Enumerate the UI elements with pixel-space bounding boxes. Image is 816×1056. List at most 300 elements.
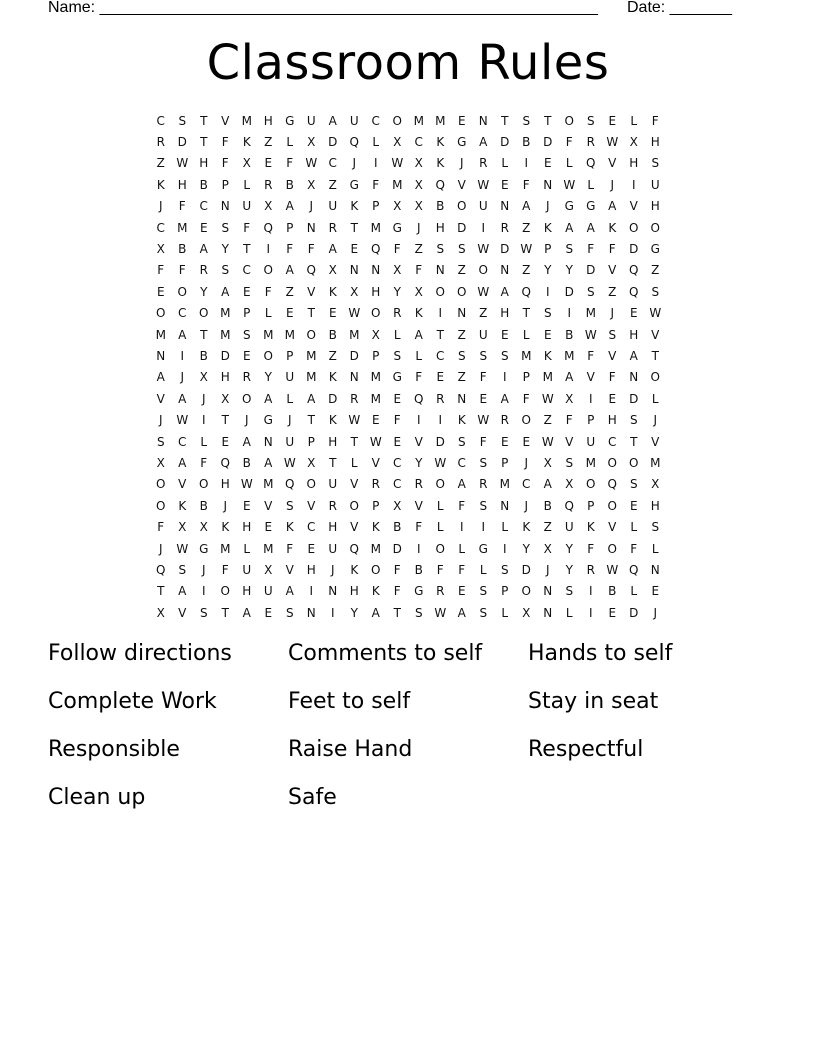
grid-letter: H xyxy=(629,156,639,171)
grid-letter: D xyxy=(500,135,510,150)
grid-letter: X xyxy=(307,177,316,192)
grid-letter: W xyxy=(477,177,490,192)
grid-letter: O xyxy=(650,220,660,235)
grid-letter: O xyxy=(349,498,359,513)
grid-letter: V xyxy=(651,434,660,449)
grid-letter: H xyxy=(371,284,381,299)
grid-letter: X xyxy=(522,605,531,620)
grid-letter: H xyxy=(328,434,338,449)
grid-letter: F xyxy=(479,370,487,385)
grid-letter: S xyxy=(651,284,660,299)
grid-letter: E xyxy=(608,391,617,406)
grid-letter: R xyxy=(436,584,445,599)
grid-letter: A xyxy=(307,391,316,406)
grid-letter: Z xyxy=(522,263,531,278)
grid-letter: O xyxy=(607,455,617,470)
grid-letter: S xyxy=(479,605,488,620)
grid-letter: U xyxy=(285,370,295,385)
grid-letter: T xyxy=(501,113,509,128)
grid-letter: E xyxy=(457,113,466,128)
grid-letter: S xyxy=(565,455,574,470)
grid-letter: O xyxy=(586,477,596,492)
grid-letter: W xyxy=(391,156,404,171)
grid-letter: L xyxy=(243,177,251,192)
grid-letter: Y xyxy=(350,605,358,620)
grid-letter: P xyxy=(286,220,294,235)
grid-letter: M xyxy=(585,455,596,470)
grid-letter: E xyxy=(242,348,251,363)
grid-letter: E xyxy=(629,498,638,513)
grid-letter: X xyxy=(156,605,165,620)
grid-letter: E xyxy=(371,413,380,428)
grid-letter: M xyxy=(177,220,188,235)
grid-row xyxy=(150,452,666,473)
grid-letter: O xyxy=(371,306,381,321)
grid-letter: F xyxy=(608,370,616,385)
grid-letter: B xyxy=(328,327,337,342)
grid-letter: X xyxy=(350,284,359,299)
grid-letter: S xyxy=(629,413,638,428)
grid-letter: S xyxy=(178,562,187,577)
grid-letter: Z xyxy=(328,177,337,192)
grid-letter: A xyxy=(629,348,638,363)
grid-letter: N xyxy=(650,562,660,577)
grid-row xyxy=(150,367,666,388)
grid-letter: M xyxy=(370,370,381,385)
grid-letter: A xyxy=(221,284,230,299)
grid-letter: J xyxy=(287,413,292,428)
grid-letter: F xyxy=(264,284,272,299)
grid-letter: E xyxy=(500,327,509,342)
grid-letter: I xyxy=(416,541,421,556)
grid-letter: H xyxy=(629,327,639,342)
grid-letter: L xyxy=(415,348,423,363)
grid-letter: V xyxy=(264,498,273,513)
grid-letter: W xyxy=(348,413,361,428)
grid-letter: E xyxy=(651,584,660,599)
grid-letter: P xyxy=(587,498,595,513)
grid-letter: K xyxy=(242,135,251,150)
grid-letter: O xyxy=(199,306,209,321)
grid-letter: G xyxy=(392,370,402,385)
grid-letter: D xyxy=(177,135,187,150)
grid-letter: R xyxy=(350,391,359,406)
grid-letter: Z xyxy=(457,370,466,385)
grid-letter: Z xyxy=(328,348,337,363)
grid-letter: N xyxy=(306,605,316,620)
grid-letter: O xyxy=(156,477,166,492)
grid-letter: Q xyxy=(629,284,639,299)
grid-letter: L xyxy=(372,135,380,150)
grid-letter: D xyxy=(328,135,338,150)
grid-letter: V xyxy=(156,391,165,406)
word-list-item: Respectful xyxy=(528,737,644,762)
grid-letter: N xyxy=(349,370,359,385)
grid-letter: I xyxy=(459,520,464,535)
word-list-item: Raise Hand xyxy=(288,737,413,762)
grid-letter: C xyxy=(328,156,337,171)
grid-letter: Z xyxy=(522,220,531,235)
grid-letter: X xyxy=(565,477,574,492)
grid-letter: R xyxy=(479,156,488,171)
grid-letter: U xyxy=(328,477,338,492)
grid-letter: Z xyxy=(543,520,552,535)
grid-letter: O xyxy=(478,263,488,278)
grid-letter: D xyxy=(392,541,402,556)
grid-letter: N xyxy=(543,177,553,192)
word-list-item: Stay in seat xyxy=(528,689,659,714)
grid-letter: L xyxy=(501,520,509,535)
grid-letter: W xyxy=(305,156,318,171)
grid-letter: W xyxy=(434,455,447,470)
grid-letter: U xyxy=(306,113,316,128)
grid-letter: M xyxy=(435,113,446,128)
grid-letter: F xyxy=(587,348,595,363)
grid-letter: P xyxy=(307,434,315,449)
grid-letter: F xyxy=(522,391,530,406)
grid-letter: H xyxy=(500,306,510,321)
grid-letter: J xyxy=(610,177,615,192)
grid-letter: I xyxy=(567,306,572,321)
grid-letter: V xyxy=(371,455,380,470)
grid-letter: J xyxy=(416,220,421,235)
grid-letter: B xyxy=(178,242,187,257)
grid-letter: T xyxy=(200,113,208,128)
grid-letter: H xyxy=(263,113,273,128)
grid-letter: L xyxy=(630,584,638,599)
grid-letter: S xyxy=(285,498,294,513)
grid-letter: E xyxy=(264,520,273,535)
grid-letter: A xyxy=(178,584,187,599)
grid-letter: X xyxy=(543,455,552,470)
grid-letter: W xyxy=(176,156,189,171)
grid-letter: I xyxy=(416,413,421,428)
grid-letter: J xyxy=(223,498,228,513)
grid-letter: W xyxy=(434,605,447,620)
grid-letter: D xyxy=(543,135,553,150)
grid-letter: A xyxy=(457,605,466,620)
grid-letter: E xyxy=(264,156,273,171)
grid-letter: J xyxy=(524,498,529,513)
grid-letter: F xyxy=(587,541,595,556)
grid-letter: X xyxy=(221,391,230,406)
grid-letter: B xyxy=(393,520,402,535)
grid-letter: T xyxy=(200,327,208,342)
grid-letter: L xyxy=(350,455,358,470)
grid-letter: A xyxy=(371,605,380,620)
grid-letter: N xyxy=(500,498,510,513)
grid-letter: O xyxy=(521,413,531,428)
grid-letter: T xyxy=(243,242,251,257)
grid-letter: F xyxy=(479,434,487,449)
grid-letter: H xyxy=(650,199,660,214)
grid-letter: S xyxy=(221,220,230,235)
grid-row xyxy=(150,581,666,602)
grid-letter: T xyxy=(221,605,229,620)
grid-letter: Q xyxy=(521,284,531,299)
grid-letter: K xyxy=(328,370,337,385)
grid-letter: A xyxy=(500,284,509,299)
grid-letter: K xyxy=(436,156,445,171)
grid-letter: N xyxy=(543,605,553,620)
grid-letter: K xyxy=(350,199,359,214)
grid-letter: F xyxy=(393,584,401,599)
grid-letter: K xyxy=(371,520,380,535)
grid-letter: Q xyxy=(156,562,166,577)
grid-letter: A xyxy=(479,135,488,150)
grid-letter: X xyxy=(199,520,208,535)
grid-letter: D xyxy=(500,242,510,257)
grid-letter: R xyxy=(264,177,273,192)
grid-letter: I xyxy=(201,584,206,599)
grid-letter: S xyxy=(608,327,617,342)
grid-letter: U xyxy=(564,520,574,535)
grid-letter: R xyxy=(199,263,208,278)
grid-letter: E xyxy=(221,434,230,449)
grid-letter: U xyxy=(328,541,338,556)
grid-letter: W xyxy=(606,562,619,577)
grid-letter: B xyxy=(285,177,294,192)
grid-letter: Z xyxy=(156,156,165,171)
grid-letter: O xyxy=(457,284,467,299)
grid-letter: S xyxy=(586,113,595,128)
grid-letter: U xyxy=(650,177,660,192)
grid-letter: R xyxy=(328,498,337,513)
grid-letter: D xyxy=(328,391,338,406)
grid-letter: K xyxy=(285,520,294,535)
grid-row xyxy=(150,110,666,131)
grid-letter: M xyxy=(521,348,532,363)
grid-letter: S xyxy=(242,327,251,342)
grid-letter: S xyxy=(565,584,574,599)
grid-letter: S xyxy=(479,455,488,470)
grid-letter: Z xyxy=(479,306,488,321)
grid-letter: I xyxy=(524,156,529,171)
grid-letter: A xyxy=(156,370,165,385)
grid-letter: F xyxy=(651,113,659,128)
grid-letter: I xyxy=(481,220,486,235)
grid-letter: D xyxy=(457,220,467,235)
grid-letter: Z xyxy=(608,284,617,299)
grid-letter: F xyxy=(221,562,229,577)
grid-letter: G xyxy=(650,242,660,257)
grid-letter: F xyxy=(286,242,294,257)
grid-letter: I xyxy=(588,391,593,406)
grid-row xyxy=(150,196,666,217)
grid-letter: S xyxy=(457,242,466,257)
grid-letter: T xyxy=(522,306,530,321)
grid-letter: O xyxy=(435,477,445,492)
grid-letter: Y xyxy=(393,284,401,299)
grid-letter: I xyxy=(201,413,206,428)
grid-letter: U xyxy=(478,327,488,342)
grid-letter: E xyxy=(543,156,552,171)
grid-letter: Q xyxy=(371,242,381,257)
grid-letter: I xyxy=(545,284,550,299)
word-list-item: Responsible xyxy=(48,737,180,762)
grid-letter: V xyxy=(414,498,423,513)
grid-letter: K xyxy=(328,284,337,299)
grid-letter: F xyxy=(565,413,573,428)
grid-letter: Y xyxy=(565,263,573,278)
grid-letter: Q xyxy=(629,562,639,577)
grid-letter: C xyxy=(522,477,531,492)
grid-letter: Q xyxy=(564,498,574,513)
grid-letter: C xyxy=(156,113,165,128)
grid-letter: H xyxy=(220,477,230,492)
grid-letter: S xyxy=(221,263,230,278)
grid-letter: I xyxy=(309,584,314,599)
grid-letter: N xyxy=(328,584,338,599)
grid-letter: I xyxy=(180,348,185,363)
grid-letter: L xyxy=(630,520,638,535)
grid-letter: C xyxy=(608,434,617,449)
grid-letter: W xyxy=(176,541,189,556)
word-list-item: Complete Work xyxy=(48,689,217,714)
grid-letter: O xyxy=(629,220,639,235)
grid-letter: R xyxy=(436,391,445,406)
grid-letter: P xyxy=(372,199,380,214)
grid-row xyxy=(150,238,666,259)
grid-letter: B xyxy=(608,584,617,599)
grid-letter: I xyxy=(631,177,636,192)
grid-letter: F xyxy=(608,242,616,257)
grid-letter: B xyxy=(242,455,251,470)
grid-letter: H xyxy=(199,156,209,171)
grid-letter: I xyxy=(502,541,507,556)
grid-letter: N xyxy=(629,370,639,385)
grid-letter: F xyxy=(243,220,251,235)
grid-letter: R xyxy=(242,370,251,385)
grid-letter: W xyxy=(283,455,296,470)
grid-letter: J xyxy=(158,413,163,428)
grid-letter: Z xyxy=(457,327,466,342)
grid-letter: E xyxy=(393,434,402,449)
grid-letter: A xyxy=(565,220,574,235)
grid-letter: W xyxy=(176,413,189,428)
grid-letter: Y xyxy=(565,541,573,556)
grid-letter: K xyxy=(543,348,552,363)
grid-letter: E xyxy=(608,113,617,128)
grid-letter: P xyxy=(544,242,552,257)
grid-letter: V xyxy=(608,520,617,535)
grid-letter: F xyxy=(286,156,294,171)
grid-letter: M xyxy=(542,370,553,385)
grid-letter: L xyxy=(522,327,530,342)
word-list-item: Comments to self xyxy=(288,641,483,666)
grid-letter: L xyxy=(479,562,487,577)
grid-letter: P xyxy=(522,370,530,385)
grid-letter: W xyxy=(541,434,554,449)
grid-letter: E xyxy=(500,177,509,192)
grid-letter: N xyxy=(156,348,166,363)
grid-letter: L xyxy=(651,391,659,406)
grid-letter: B xyxy=(199,177,208,192)
grid-letter: Q xyxy=(607,477,617,492)
grid-letter: K xyxy=(457,413,466,428)
grid-letter: N xyxy=(543,584,553,599)
grid-letter: N xyxy=(306,220,316,235)
grid-letter: O xyxy=(607,541,617,556)
grid-letter: S xyxy=(586,284,595,299)
grid-letter: G xyxy=(285,113,295,128)
grid-letter: X xyxy=(414,156,423,171)
grid-letter: E xyxy=(199,220,208,235)
grid-letter: A xyxy=(328,113,337,128)
grid-letter: A xyxy=(285,584,294,599)
grid-letter: G xyxy=(457,135,467,150)
grid-letter: T xyxy=(221,413,229,428)
grid-letter: I xyxy=(373,156,378,171)
grid-letter: F xyxy=(221,156,229,171)
grid-row xyxy=(150,345,666,366)
grid-letter: M xyxy=(306,370,317,385)
grid-letter: N xyxy=(435,263,445,278)
grid-letter: K xyxy=(350,562,359,577)
grid-letter: S xyxy=(156,434,165,449)
grid-letter: I xyxy=(588,584,593,599)
grid-letter: M xyxy=(263,541,274,556)
grid-letter: J xyxy=(180,370,185,385)
grid-letter: R xyxy=(328,220,337,235)
grid-letter: W xyxy=(477,242,490,257)
grid-letter: C xyxy=(436,348,445,363)
grid-row xyxy=(150,153,666,174)
grid-letter: V xyxy=(350,520,359,535)
grid-letter: A xyxy=(264,391,273,406)
grid-letter: G xyxy=(586,199,596,214)
grid-letter: Y xyxy=(200,284,208,299)
grid-letter: X xyxy=(242,156,251,171)
grid-letter: R xyxy=(156,135,165,150)
grid-letter: J xyxy=(545,562,550,577)
grid-letter: F xyxy=(157,520,165,535)
grid-letter: M xyxy=(499,477,510,492)
page-title: Classroom Rules xyxy=(206,35,610,91)
grid-letter: J xyxy=(524,455,529,470)
grid-letter: J xyxy=(201,562,206,577)
grid-letter: Q xyxy=(414,391,424,406)
grid-row xyxy=(150,281,666,302)
grid-letter: X xyxy=(156,455,165,470)
grid-letter: J xyxy=(610,306,615,321)
grid-letter: W xyxy=(369,434,382,449)
grid-letter: D xyxy=(629,605,639,620)
grid-letter: S xyxy=(543,306,552,321)
grid-letter: C xyxy=(307,520,316,535)
grid-letter: F xyxy=(393,413,401,428)
grid-letter: V xyxy=(307,498,316,513)
grid-letter: W xyxy=(240,477,253,492)
grid-letter: W xyxy=(606,135,619,150)
grid-letter: F xyxy=(178,199,186,214)
grid-letter: X xyxy=(414,177,423,192)
grid-letter: M xyxy=(564,348,575,363)
grid-letter: X xyxy=(371,327,380,342)
grid-letter: K xyxy=(371,584,380,599)
grid-letter: T xyxy=(307,306,315,321)
grid-letter: X xyxy=(393,498,402,513)
grid-letter: Q xyxy=(349,135,359,150)
grid-letter: V xyxy=(285,562,294,577)
grid-letter: X xyxy=(393,199,402,214)
grid-letter: Y xyxy=(565,562,573,577)
grid-letter: Y xyxy=(415,455,423,470)
grid-letter: I xyxy=(438,306,443,321)
grid-row xyxy=(150,324,666,345)
grid-letter: K xyxy=(178,498,187,513)
grid-letter: A xyxy=(242,434,251,449)
